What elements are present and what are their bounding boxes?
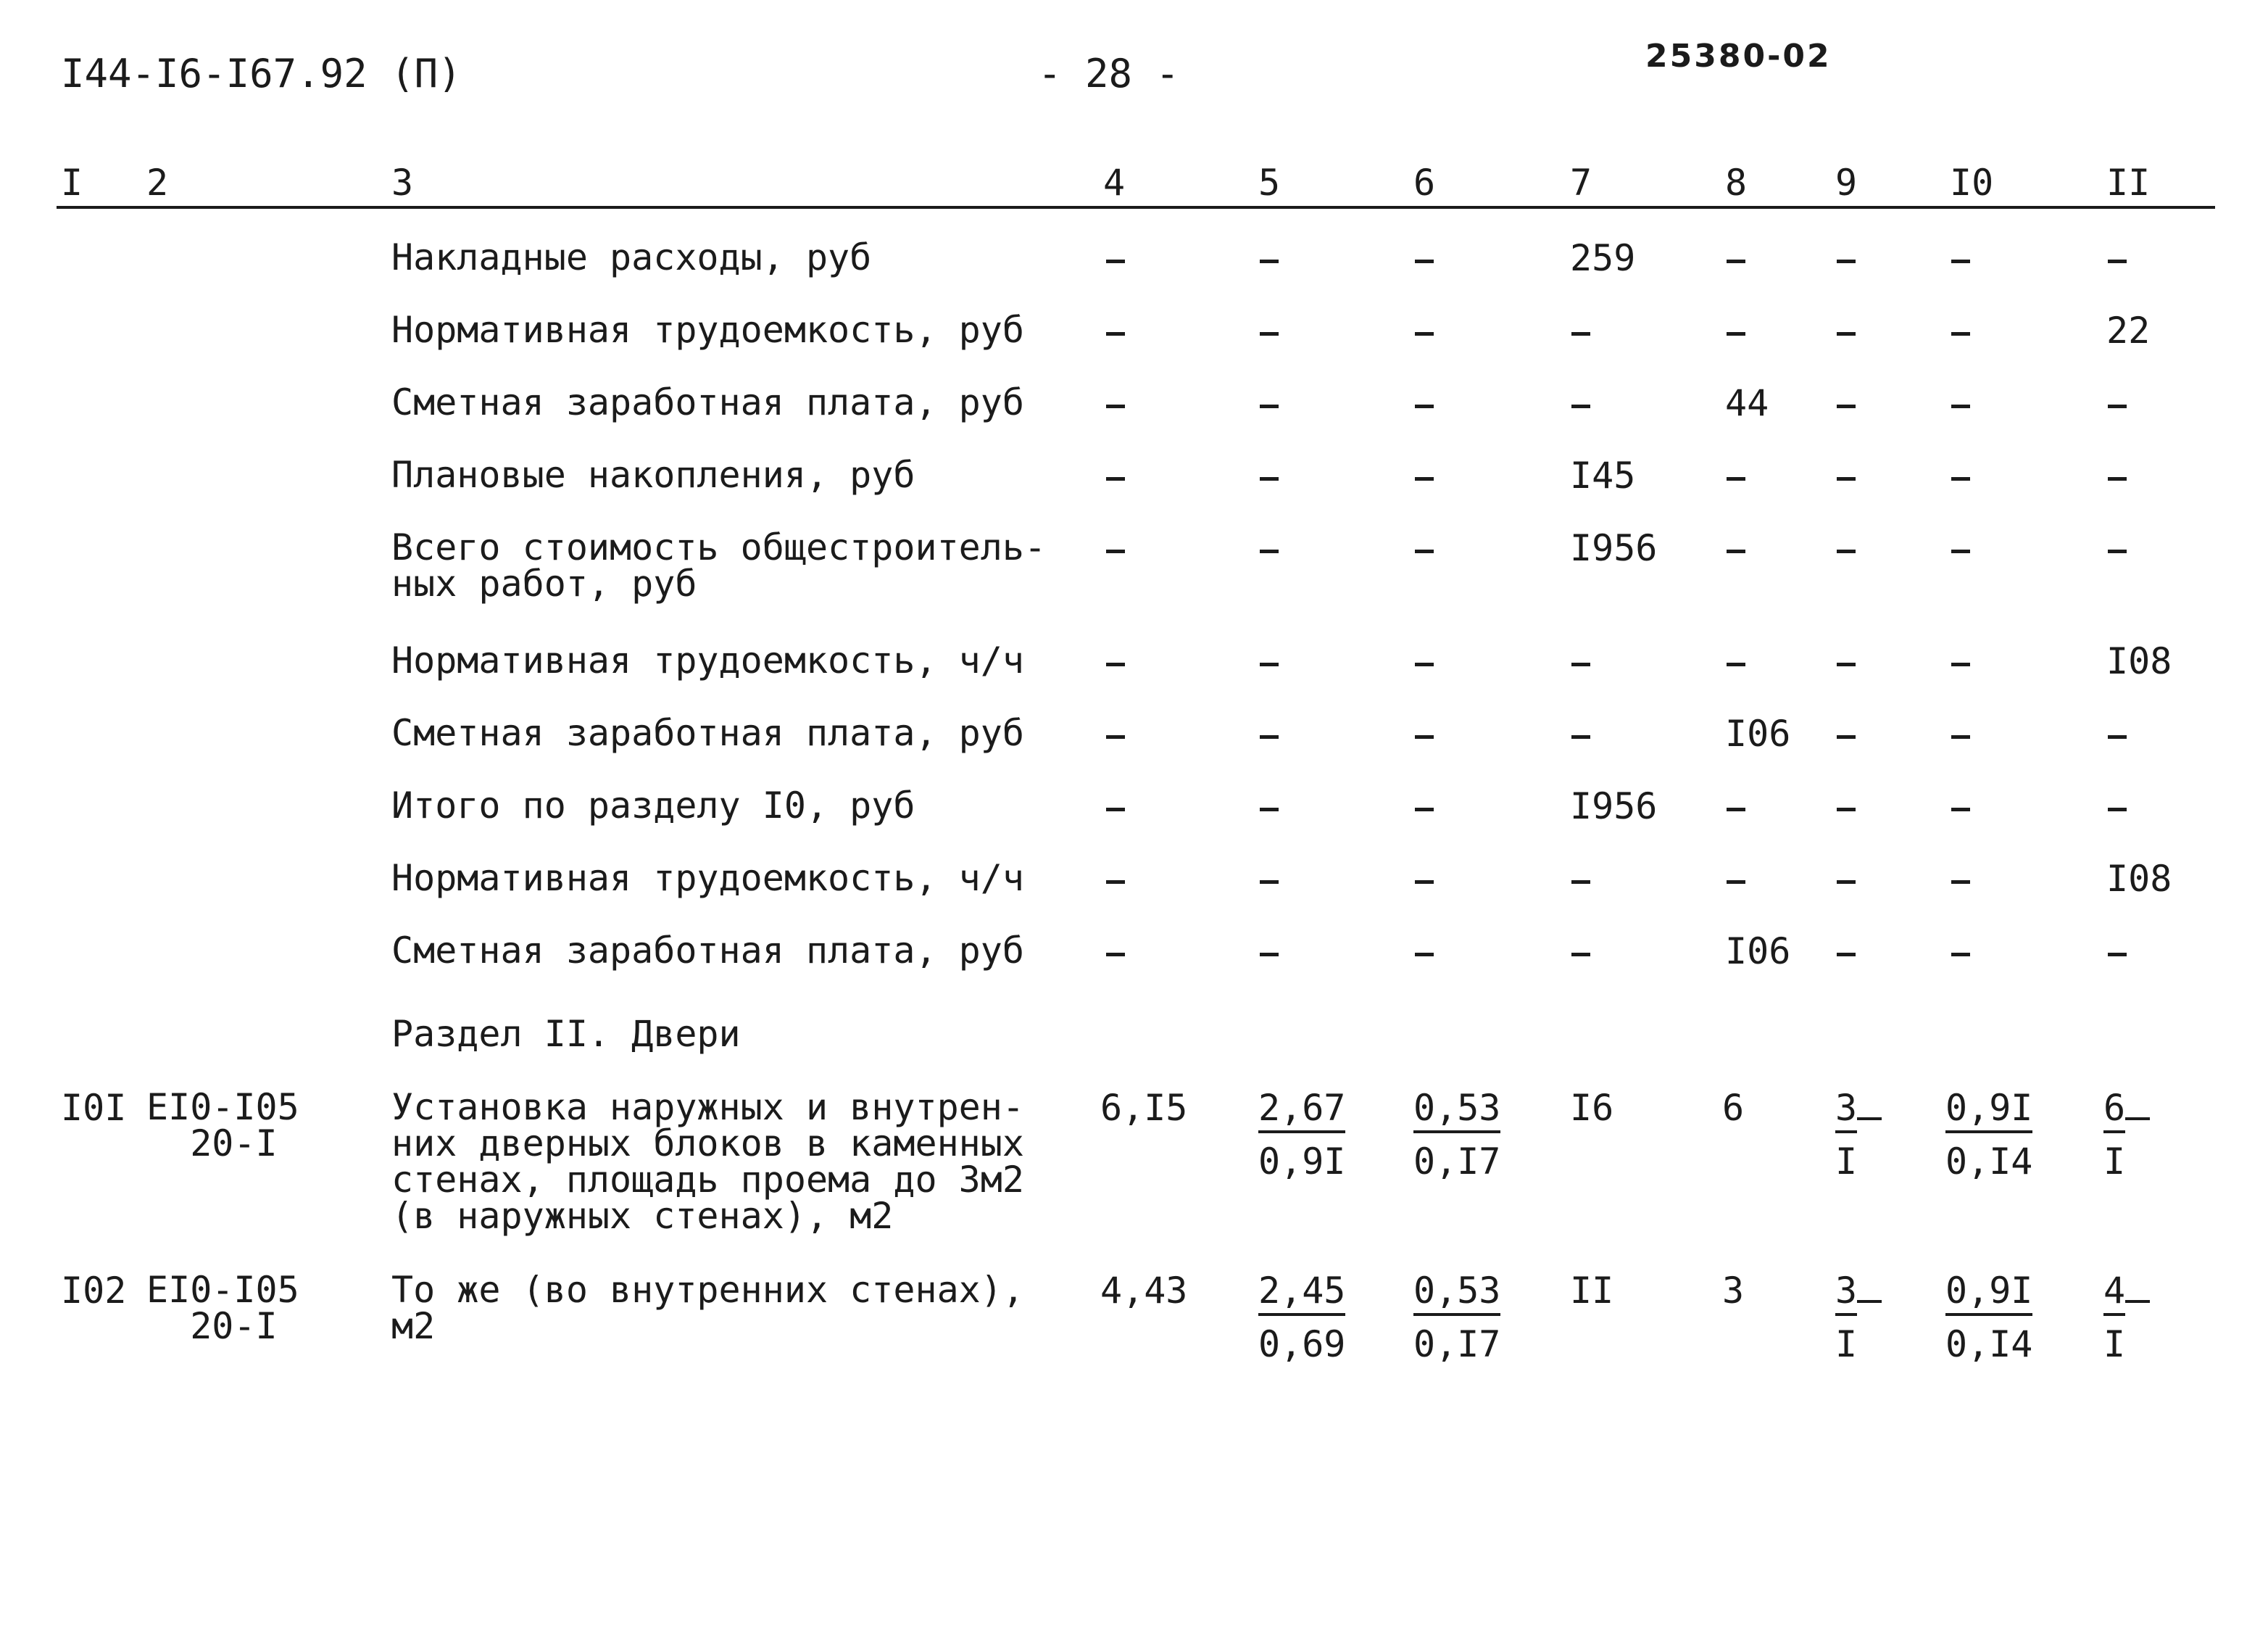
empty-cell-dash	[1727, 550, 1745, 553]
empty-cell-dash	[1837, 260, 1856, 263]
col-header-10: I0	[1950, 162, 1994, 204]
empty-cell-dash	[1727, 332, 1745, 336]
summary-value-c7: I956	[1570, 785, 1658, 827]
summary-value-c8: I06	[1725, 713, 1791, 755]
item-description: Установка наружных и внутрен- них дверных блоков в каменных стенах, площадь проема до 3м2 (в наружных стенах), м2	[391, 1086, 1024, 1237]
cell-col9-top: 3	[1835, 1270, 1857, 1316]
fraction-line	[2125, 1117, 2150, 1120]
cell-col10-top: 0,9I	[1945, 1087, 2032, 1133]
empty-cell-dash	[1727, 808, 1745, 811]
cell-col9-bottom: I	[1835, 1140, 1858, 1183]
empty-cell-dash	[1415, 880, 1434, 884]
col-header-3: 3	[391, 162, 414, 204]
page-number: - 28 -	[1038, 51, 1180, 96]
summary-label: Всего стоимость общестроитель- ных работ, руб	[391, 526, 1047, 605]
empty-cell-dash	[1951, 477, 1970, 481]
cell-col8: 6	[1722, 1087, 1745, 1129]
col-header-7: 7	[1570, 162, 1592, 204]
summary-value-c7: I956	[1570, 527, 1658, 569]
cell-col4: 4,43	[1100, 1270, 1188, 1312]
empty-cell-dash	[1571, 735, 1590, 739]
empty-cell-dash	[1951, 808, 1970, 811]
col-header-1: I	[61, 162, 83, 204]
empty-cell-dash	[1415, 663, 1434, 666]
empty-cell-dash	[1951, 405, 1970, 408]
summary-value-c11: I08	[2106, 640, 2172, 682]
item-number: I02	[61, 1270, 127, 1312]
cell-col11-top: 4	[2103, 1270, 2125, 1316]
empty-cell-dash	[2108, 260, 2127, 263]
col-header-2: 2	[146, 162, 169, 204]
cell-col9-bottom: I	[1835, 1323, 1858, 1365]
empty-cell-dash	[1260, 260, 1279, 263]
empty-cell-dash	[1951, 332, 1970, 336]
fraction-line	[1857, 1299, 1882, 1303]
summary-label: Плановые накопления, руб	[391, 454, 915, 496]
empty-cell-dash	[1106, 953, 1125, 956]
empty-cell-dash	[1837, 953, 1856, 956]
cell-col11-bottom: I	[2103, 1323, 2126, 1365]
empty-cell-dash	[2108, 953, 2127, 956]
summary-label: Итого по разделу I0, руб	[391, 784, 915, 827]
empty-cell-dash	[1951, 663, 1970, 666]
cell-col10-bottom: 0,I4	[1945, 1140, 2033, 1183]
empty-cell-dash	[1106, 808, 1125, 811]
empty-cell-dash	[1571, 953, 1590, 956]
summary-label: Сметная заработная плата, руб	[391, 930, 1024, 972]
cell-col7: I6	[1570, 1087, 1614, 1129]
fraction-line	[2125, 1299, 2150, 1303]
cell-col7: II	[1570, 1270, 1614, 1312]
summary-value-c8: 44	[1725, 382, 1769, 424]
cell-col5-bottom: 0,9I	[1258, 1140, 1346, 1183]
cell-col5-top: 2,67	[1258, 1087, 1345, 1133]
cell-col10-bottom: 0,I4	[1945, 1323, 2033, 1365]
empty-cell-dash	[1415, 735, 1434, 739]
col-header-5: 5	[1258, 162, 1281, 204]
empty-cell-dash	[1415, 405, 1434, 408]
document-code: I44-I6-I67.92 (П)	[61, 51, 462, 96]
empty-cell-dash	[1260, 953, 1279, 956]
archive-stamp: 25380-02	[1645, 38, 1832, 75]
cell-col4: 6,I5	[1100, 1087, 1188, 1129]
empty-cell-dash	[1571, 880, 1590, 884]
item-number: I0I	[61, 1087, 127, 1129]
empty-cell-dash	[1260, 550, 1279, 553]
summary-value-c11: I08	[2106, 858, 2172, 900]
empty-cell-dash	[1727, 260, 1745, 263]
cell-col6-bottom: 0,I7	[1413, 1323, 1501, 1365]
header-rule	[57, 206, 2215, 209]
empty-cell-dash	[1260, 735, 1279, 739]
empty-cell-dash	[1106, 477, 1125, 481]
col-header-9: 9	[1835, 162, 1858, 204]
empty-cell-dash	[1260, 663, 1279, 666]
fraction-line	[1857, 1117, 1882, 1120]
item-description: То же (во внутренних стенах), м2	[391, 1269, 1024, 1347]
empty-cell-dash	[2108, 735, 2127, 739]
section-title: Раздел II. Двери	[391, 1013, 741, 1055]
empty-cell-dash	[2108, 405, 2127, 408]
col-header-6: 6	[1413, 162, 1436, 204]
cell-col6-top: 0,53	[1413, 1087, 1500, 1133]
empty-cell-dash	[1415, 332, 1434, 336]
item-code: EI0-I05 20-I	[146, 1269, 299, 1347]
empty-cell-dash	[1951, 735, 1970, 739]
cell-col11-top: 6	[2103, 1087, 2125, 1133]
empty-cell-dash	[1727, 663, 1745, 666]
empty-cell-dash	[1260, 405, 1279, 408]
cell-col8: 3	[1722, 1270, 1745, 1312]
empty-cell-dash	[1727, 880, 1745, 884]
empty-cell-dash	[1837, 332, 1856, 336]
empty-cell-dash	[1837, 735, 1856, 739]
empty-cell-dash	[1260, 808, 1279, 811]
empty-cell-dash	[1837, 550, 1856, 553]
empty-cell-dash	[1951, 550, 1970, 553]
cell-col10-top: 0,9I	[1945, 1270, 2032, 1316]
cell-col5-top: 2,45	[1258, 1270, 1345, 1316]
empty-cell-dash	[1571, 332, 1590, 336]
empty-cell-dash	[1106, 260, 1125, 263]
empty-cell-dash	[1415, 550, 1434, 553]
summary-label: Сметная заработная плата, руб	[391, 381, 1024, 423]
empty-cell-dash	[1260, 477, 1279, 481]
summary-label: Нормативная трудоемкость, ч/ч	[391, 639, 1024, 682]
summary-label: Сметная заработная плата, руб	[391, 712, 1024, 754]
empty-cell-dash	[1571, 405, 1590, 408]
empty-cell-dash	[1951, 953, 1970, 956]
summary-label: Нормативная трудоемкость, ч/ч	[391, 857, 1024, 899]
summary-value-c7: 259	[1570, 237, 1636, 279]
empty-cell-dash	[2108, 477, 2127, 481]
cell-col9-top: 3	[1835, 1087, 1857, 1133]
summary-value-c7: I45	[1570, 455, 1636, 497]
empty-cell-dash	[1837, 663, 1856, 666]
col-header-4: 4	[1103, 162, 1126, 204]
empty-cell-dash	[1951, 260, 1970, 263]
empty-cell-dash	[1727, 477, 1745, 481]
empty-cell-dash	[1951, 880, 1970, 884]
cell-col6-top: 0,53	[1413, 1270, 1500, 1316]
empty-cell-dash	[1415, 260, 1434, 263]
summary-value-c11: 22	[2106, 310, 2151, 352]
empty-cell-dash	[2108, 808, 2127, 811]
col-header-11: II	[2106, 162, 2151, 204]
empty-cell-dash	[1106, 735, 1125, 739]
empty-cell-dash	[1415, 953, 1434, 956]
empty-cell-dash	[1415, 808, 1434, 811]
empty-cell-dash	[1415, 477, 1434, 481]
summary-label: Накладные расходы, руб	[391, 236, 872, 278]
empty-cell-dash	[1106, 550, 1125, 553]
summary-value-c8: I06	[1725, 930, 1791, 972]
empty-cell-dash	[1837, 477, 1856, 481]
empty-cell-dash	[1260, 332, 1279, 336]
empty-cell-dash	[1106, 332, 1125, 336]
empty-cell-dash	[1106, 405, 1125, 408]
empty-cell-dash	[1837, 405, 1856, 408]
empty-cell-dash	[1571, 663, 1590, 666]
empty-cell-dash	[1106, 880, 1125, 884]
empty-cell-dash	[1837, 880, 1856, 884]
item-code: EI0-I05 20-I	[146, 1086, 299, 1164]
summary-label: Нормативная трудоемкость, руб	[391, 309, 1024, 351]
cell-col11-bottom: I	[2103, 1140, 2126, 1183]
empty-cell-dash	[1106, 663, 1125, 666]
empty-cell-dash	[1260, 880, 1279, 884]
cell-col6-bottom: 0,I7	[1413, 1140, 1501, 1183]
col-header-8: 8	[1725, 162, 1748, 204]
empty-cell-dash	[2108, 550, 2127, 553]
empty-cell-dash	[1837, 808, 1856, 811]
cell-col5-bottom: 0,69	[1258, 1323, 1346, 1365]
